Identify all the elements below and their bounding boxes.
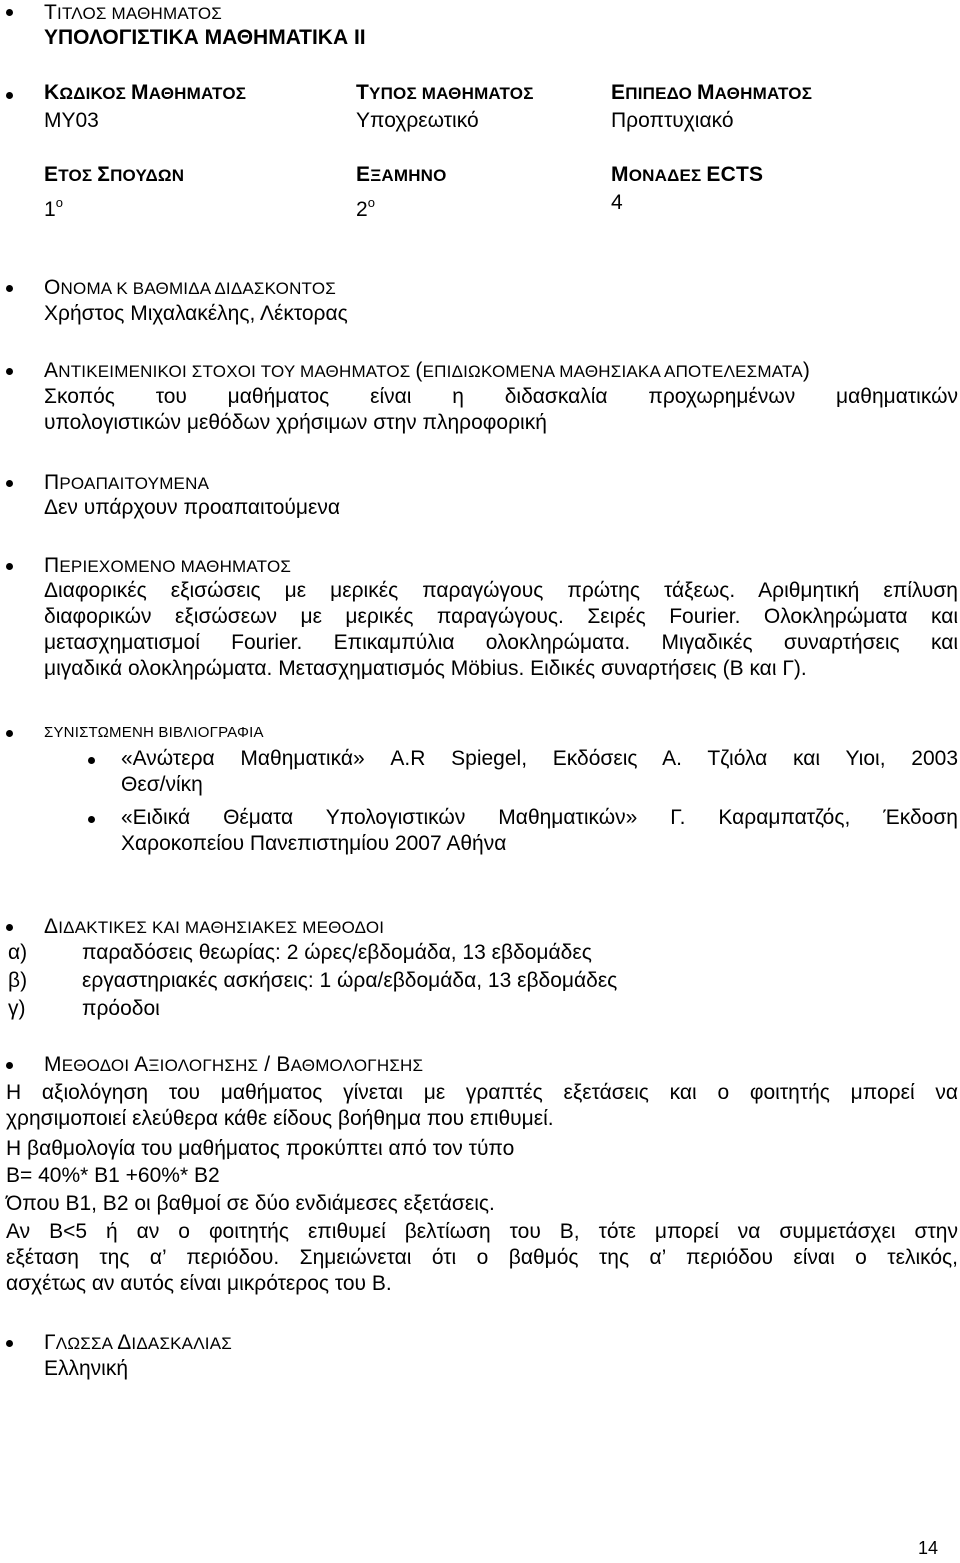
objectives-text-line: Σκοπός του μαθήματος είναι η διδασκαλία προχωρημένων μαθηματικών (44, 385, 958, 408)
course-code-value: ΜΥ03 (44, 109, 99, 132)
bullet-icon (88, 816, 95, 823)
assessment-text-line: Η αξιολόγηση του μαθήματος γίνεται με γραπτές εξετάσεις και ο φοιτητής μπορεί να (6, 1081, 958, 1104)
course-title-value: ΥΠΟΛΟΓΙΣΤΙΚΑ ΜΑΘΗΜΑΤΙΚΑ ΙΙ (44, 26, 366, 49)
bullet-icon (6, 92, 13, 99)
prerequisites-label: ΠΡΟΑΠΑΙΤΟΥΜΕΝΑ (44, 471, 210, 494)
assessment-label: ΜΕΘΟΔΟΙ ΑΞΙΟΛΟΓΗΣΗΣ / ΒΑΘΜΟΛΟΓΗΣΗΣ (44, 1053, 424, 1076)
bullet-icon (6, 285, 13, 292)
content-label: ΠΕΡΙΕΧΟΜΕΝΟ ΜΑΘΗΜΑΤΟΣ (44, 554, 292, 577)
bullet-icon (6, 1340, 13, 1347)
method-marker: β) (8, 969, 28, 992)
bullet-icon (6, 924, 13, 931)
ects-value: 4 (611, 191, 623, 214)
assessment-formula: Β= 40%* Β1 +60%* Β2 (6, 1164, 220, 1187)
assessment-text-line: ασχέτως αν αυτός είναι μικρότερος του Β. (6, 1272, 392, 1295)
content-text-line: διαφορικών εξισώσεων με μερικές παραγώγους. Σειρές Fourier. Ολοκληρώματα και (44, 605, 958, 628)
bullet-icon (88, 757, 95, 764)
bullet-icon (6, 368, 13, 375)
content-text-line: μιγαδικά ολοκληρώματα. Μετασχηματισμός Möbius. Ειδικές συναρτήσεις (Β και Γ). (44, 657, 807, 680)
course-type-value: Υποχρεωτικό (356, 109, 479, 132)
bullet-icon (6, 480, 13, 487)
assessment-text-line: χρησιμοποιεί ελεύθερα κάθε είδους βοήθημα που επιθυμεί. (6, 1107, 554, 1130)
content-text-line: Διαφορικές εξισώσεις με μερικές παραγώγους πρώτης τάξεως. Αριθμητική επίλυση (44, 579, 958, 602)
assessment-text-line: Όπου Β1, Β2 οι βαθμοί σε δύο ενδιάμεσες εξετάσεις. (6, 1192, 495, 1215)
method-marker: α) (8, 941, 28, 964)
assessment-text-line: εξέταση της α’ περιόδου. Σημειώνεται ότι ο βαθμός της α’ περιόδου είναι ο τελικός, (6, 1246, 958, 1269)
bullet-icon (6, 730, 13, 737)
method-item: πρόοδοι (82, 997, 160, 1020)
semester-label: ΕΞΑΜΗΝΟ (356, 163, 447, 186)
language-value: Ελληνική (44, 1357, 129, 1380)
language-label: ΓΛΩΣΣΑ ΔΙΔΑΣΚΑΛΙΑΣ (44, 1331, 232, 1354)
page-number: 14 (917, 1538, 938, 1558)
study-year-value: $1^o$ (44, 195, 63, 221)
study-year-label: ΕΤΟΣ ΣΠΟΥΔΩΝ (44, 163, 185, 186)
bibliography-item-line: «Ειδικά Θέματα Υπολογιστικών Μαθηματικών» Γ. Καραμπατζός, Έκδοση (121, 806, 958, 829)
method-item: εργαστηριακές ασκήσεις: 1 ώρα/εβδομάδα, 13 εβδομάδες (82, 969, 618, 992)
course-code-label: ΚΩΔΙΚΟΣ ΜΑΘΗΜΑΤΟΣ (44, 81, 247, 104)
assessment-text-line: Αν Β<5 ή αν ο φοιτητής επιθυμεί βελτίωση του Β, τότε μπορεί να συμμετάσχει στην (6, 1220, 958, 1243)
bullet-icon (6, 9, 13, 16)
course-title-label: ΤΙΤΛΟΣ ΜΑΘΗΜΑΤΟΣ (44, 1, 223, 24)
bullet-icon (6, 563, 13, 570)
course-level-value: Προπτυχιακό (611, 109, 734, 132)
bullet-icon (6, 1062, 13, 1069)
content-text-line: μετασχηματισμοί Fourier. Επικαμπύλια ολοκληρώματα. Μιγαδικές συναρτήσεις και (44, 631, 958, 654)
objectives-label: ΑΝΤΙΚΕΙΜΕΝΙΚΟΙ ΣΤΟΧΟΙ ΤΟΥ ΜΑΘΗΜΑΤΟΣ (ΕΠΙΔΙΩΚΟΜΕΝΑ ΜΑΘΗΣΙΑΚΑ ΑΠΟΤΕΛΕΣΜΑΤΑ) (44, 359, 811, 382)
instructor-value: Χρήστος Μιχαλακέλης, Λέκτορας (44, 302, 348, 325)
bibliography-item-line: «Ανώτερα Μαθηματικά» A.R Spiegel, Εκδόσεις Α. Τζιόλα και Υιοι, 2003 (121, 747, 958, 770)
course-type-label: ΤΥΠΟΣ ΜΑΘΗΜΑΤΟΣ (356, 81, 534, 104)
semester-value: $2^o$ (356, 195, 375, 221)
instructor-label: ΟΝΟΜΑ Κ ΒΑΘΜΙΔΑ ΔΙΔΑΣΚΟΝΤΟΣ (44, 276, 336, 299)
methods-label: ΔΙΔΑΚΤΙΚΕΣ ΚΑΙ ΜΑΘΗΣΙΑΚΕΣ ΜΕΘΟΔΟΙ (44, 915, 385, 938)
objectives-text-line: υπολογιστικών μεθόδων χρήσιμων στην πληροφορική (44, 411, 547, 434)
course-level-label: ΕΠΙΠΕΔΟ ΜΑΘΗΜΑΤΟΣ (611, 81, 813, 104)
bibliography-label: ΣΥΝΙΣΤΩΜΕΝΗ ΒΙΒΛΙΟΓΡΑΦΙΑ (44, 724, 264, 741)
method-marker: γ) (8, 997, 26, 1020)
method-item: παραδόσεις θεωρίας: 2 ώρες/εβδομάδα, 13 εβδομάδες (82, 941, 592, 964)
ects-label: ΜΟΝΑΔΕΣ ECTS (611, 163, 764, 186)
prerequisites-value: Δεν υπάρχουν προαπαιτούμενα (44, 496, 340, 519)
assessment-text-line: Η βαθμολογία του μαθήματος προκύπτει από τον τύπο (6, 1137, 515, 1160)
bibliography-item-line: Θεσ/νίκη (121, 773, 203, 796)
bibliography-item-line: Χαροκοπείου Πανεπιστημίου 2007 Αθήνα (121, 832, 507, 855)
